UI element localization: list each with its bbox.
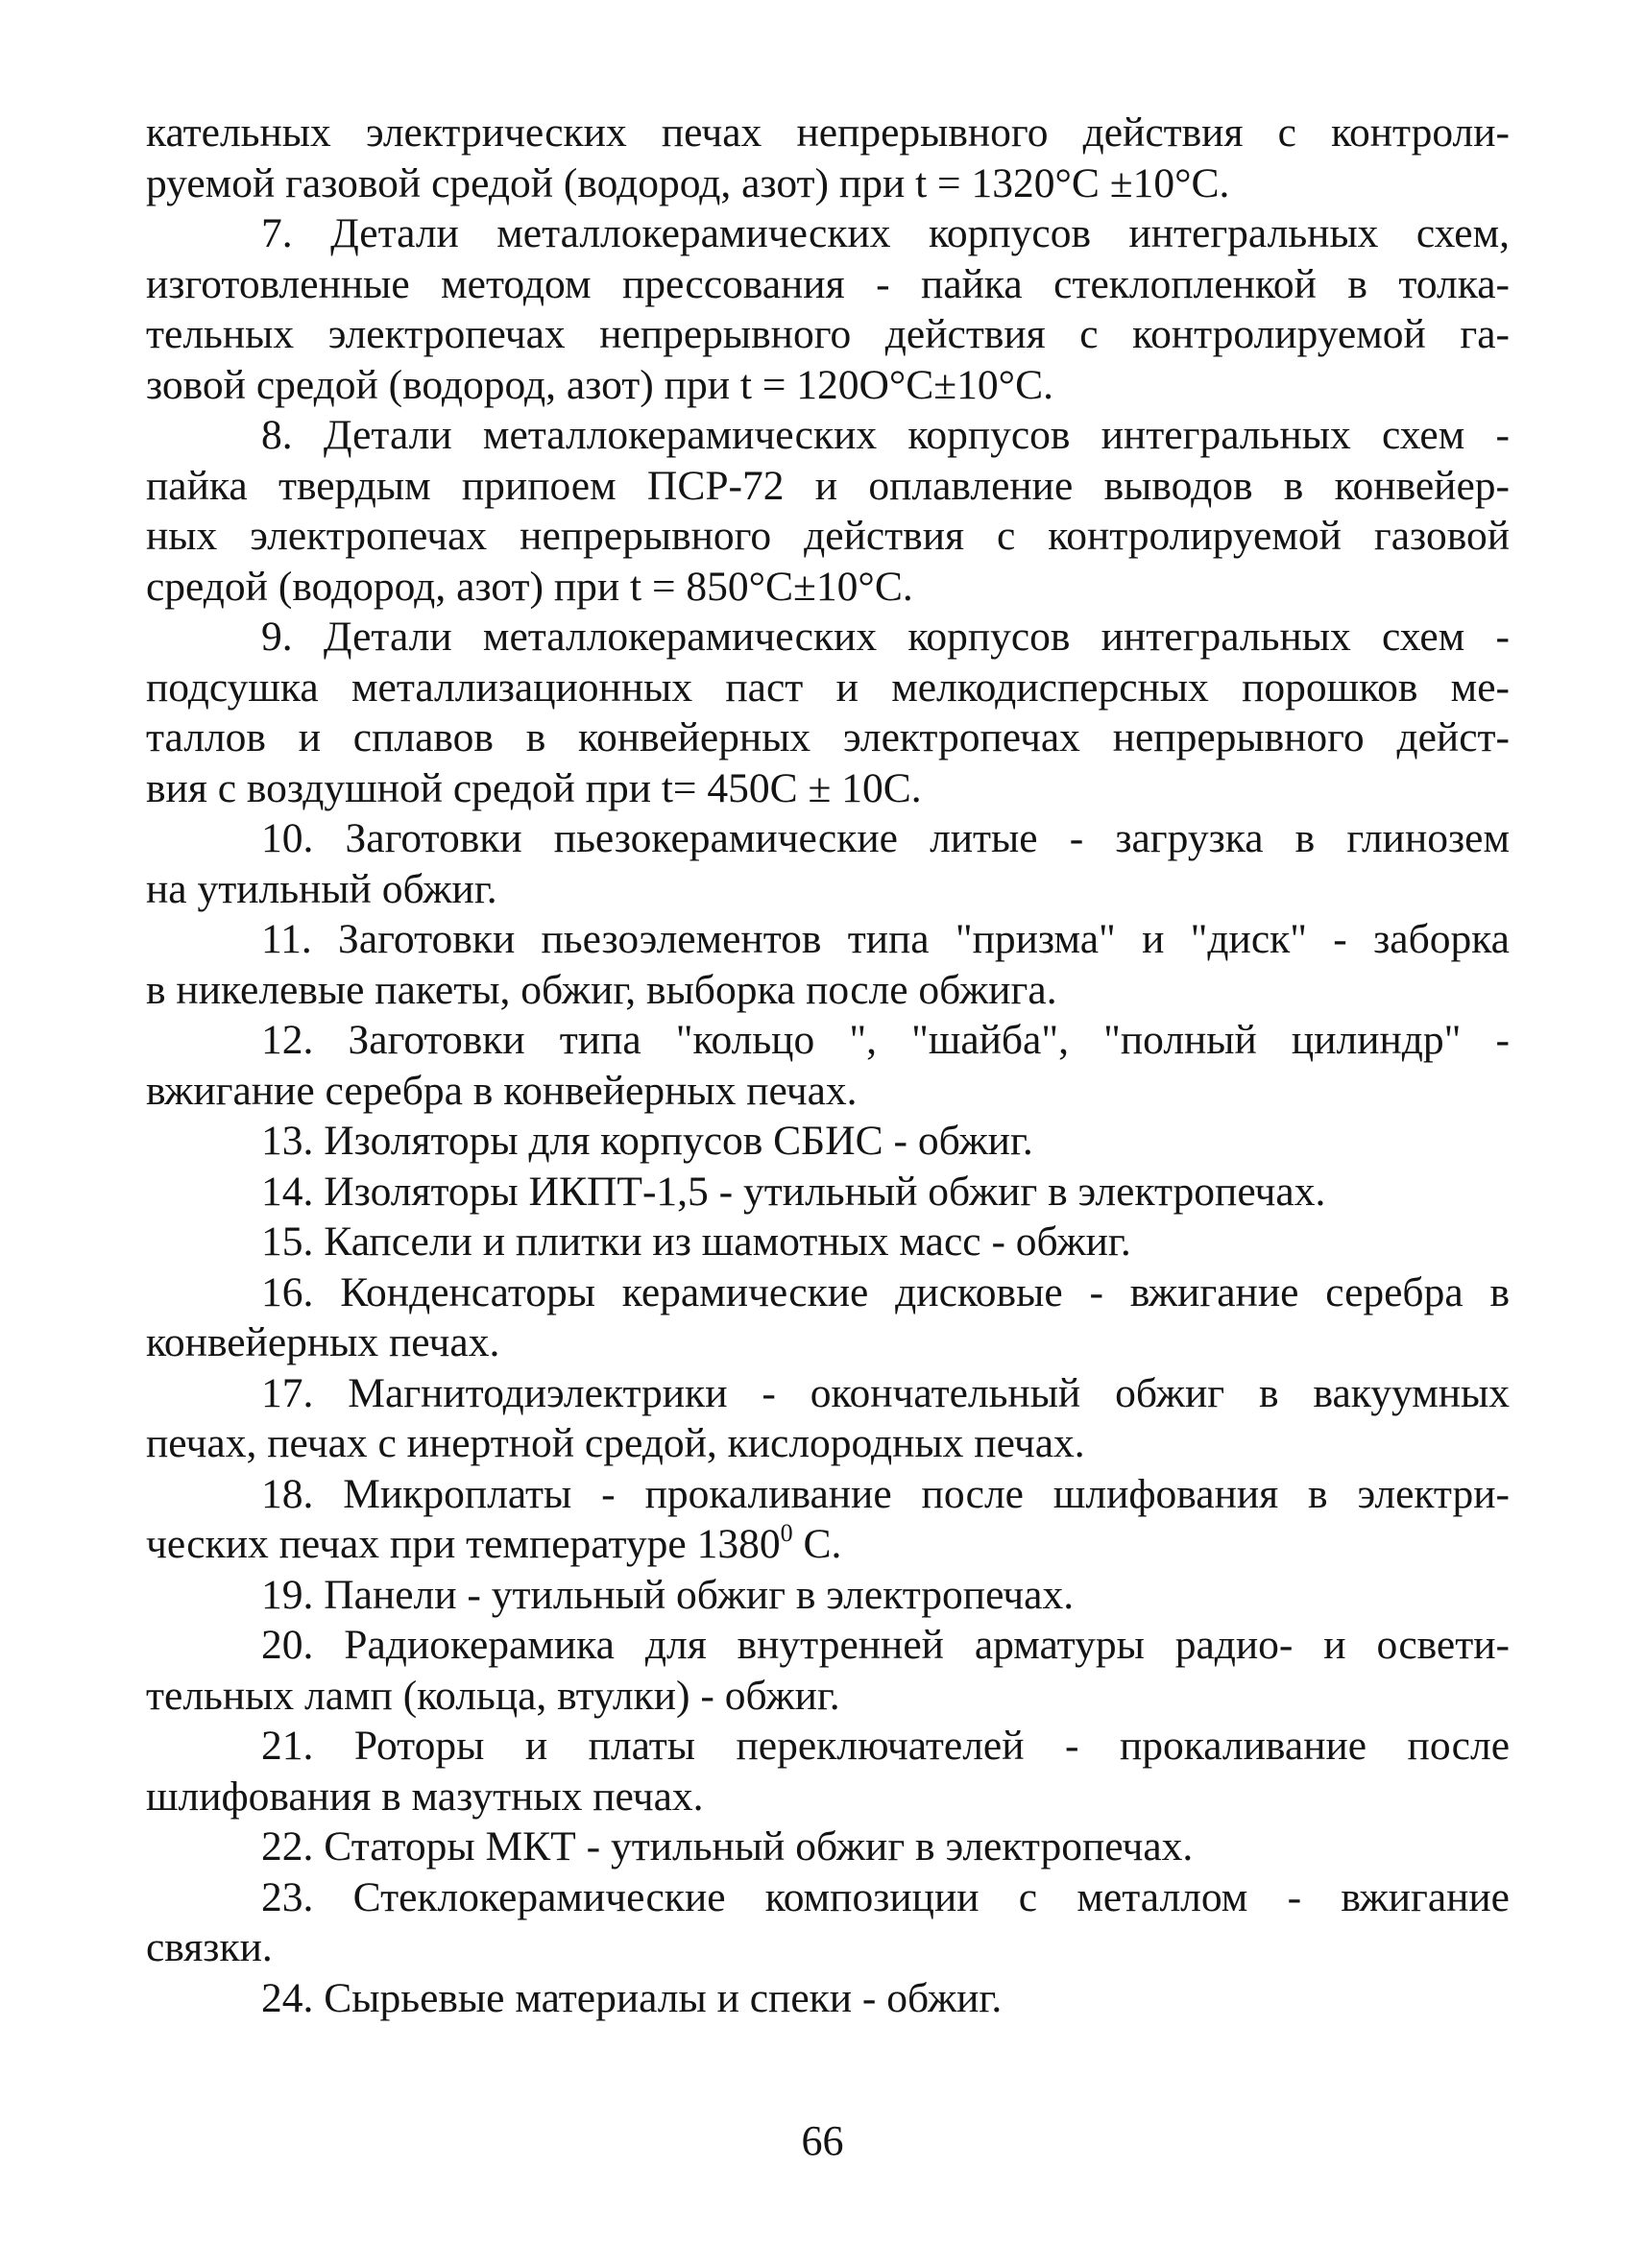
paragraph-p19 bbox=[146, 1570, 1510, 1621]
text-line: 10. Заготовки пьезокерамические литые - загрузка в глинозем bbox=[261, 815, 1510, 861]
text-line: 23. Стеклокерамические композиции с металлом - вжигание bbox=[261, 1873, 1510, 1920]
text-line: 16. Конденсаторы керамические дисковые - вжигание серебра в bbox=[261, 1268, 1510, 1315]
paragraph-p14 bbox=[146, 1167, 1510, 1218]
document-page bbox=[146, 108, 1510, 2023]
text-line: 17. Магнитодиэлектрики - окончательный обжиг в вакуумных bbox=[261, 1369, 1510, 1416]
text-line: печах, печах с инертной средой, кислородных печах. bbox=[146, 1420, 1085, 1466]
paragraph-p23 bbox=[146, 1872, 1510, 1973]
paragraph-p17 bbox=[146, 1368, 1510, 1469]
text-line: изготовленные методом прессования - пайка стеклопленкой в толка- bbox=[146, 260, 1510, 307]
text-line: конвейерных печах. bbox=[146, 1319, 500, 1365]
text-line: на утильный обжиг. bbox=[146, 865, 497, 912]
text-line: в никелевые пакеты, обжиг, выборка после обжига. bbox=[146, 966, 1057, 1013]
text-line: руемой газовой средой (водород, азот) при t = 1320°С ±10°С. bbox=[146, 159, 1230, 206]
text-line: 19. Панели - утильный обжиг в электропечах. bbox=[261, 1571, 1075, 1618]
text-line: кательных электрических печах непрерывного действия с контроли- bbox=[146, 109, 1510, 156]
text-line: вжигание серебра в конвейерных печах. bbox=[146, 1067, 858, 1114]
paragraph-p21 bbox=[146, 1721, 1510, 1822]
paragraph-p10 bbox=[146, 813, 1510, 914]
paragraph-p13 bbox=[146, 1116, 1510, 1167]
text-line: 15. Капсели и плитки из шамотных масс - обжиг. bbox=[261, 1218, 1131, 1265]
text-line: тельных ламп (кольца, втулки) - обжиг. bbox=[146, 1672, 840, 1719]
text-line: ческих печах при температуре 1380$^0$ С. bbox=[146, 1518, 842, 1567]
text-line: шлифования в мазутных печах. bbox=[146, 1773, 704, 1820]
text-line: средой (водород, азот) при t = 850°С±10°С. bbox=[146, 563, 913, 610]
text-line: 14. Изоляторы ИКПТ-1,5 - утильный обжиг в электропечах. bbox=[261, 1168, 1326, 1215]
text-line: связки. bbox=[146, 1924, 273, 1970]
paragraph-p16 bbox=[146, 1267, 1510, 1368]
text-line: 22. Статоры МКТ - утильный обжиг в электропечах. bbox=[261, 1823, 1194, 1870]
text-line: тельных электропечах непрерывного действия с контролируемой га- bbox=[146, 311, 1510, 357]
text-line: 9. Детали металлокерамических корпусов интегральных схем - bbox=[261, 614, 1510, 660]
document-body bbox=[146, 108, 1510, 2023]
superscript-degree: 0 bbox=[780, 1518, 793, 1547]
text-line: таллов и сплавов в конвейерных электропечах непрерывного дейст- bbox=[146, 714, 1510, 760]
paragraph-p0 bbox=[146, 108, 1510, 208]
paragraph-p12 bbox=[146, 1015, 1510, 1116]
text-line: зовой средой (водород, азот) при t = 120О°С±10°С. bbox=[146, 361, 1053, 408]
text-line: 20. Радиокерамика для внутренней арматуры радио- и освети- bbox=[261, 1622, 1510, 1668]
paragraph-p9 bbox=[146, 612, 1510, 813]
paragraph-p22 bbox=[146, 1822, 1510, 1872]
paragraph-p7 bbox=[146, 208, 1510, 410]
paragraph-p24 bbox=[146, 1973, 1510, 2024]
text-line: 8. Детали металлокерамических корпусов интегральных схем - bbox=[261, 412, 1510, 458]
text-line: 7. Детали металлокерамических корпусов интегральных схем, bbox=[261, 210, 1510, 256]
text-line: вия с воздушной средой при t= 450С ± 10С. bbox=[146, 764, 922, 811]
text-line: 12. Заготовки типа "кольцо ", "шайба", "полный цилиндр" - bbox=[261, 1017, 1510, 1063]
paragraph-p8 bbox=[146, 410, 1510, 612]
paragraph-p15 bbox=[146, 1217, 1510, 1267]
text-line: 21. Роторы и платы переключателей - прокаливание после bbox=[261, 1723, 1510, 1769]
text-line: пайка твердым припоем ПСР-72 и оплавление выводов в конвейер- bbox=[146, 462, 1510, 509]
paragraph-p11 bbox=[146, 914, 1510, 1015]
text-line: 18. Микроплаты - прокаливание после шлифования в электри- bbox=[261, 1470, 1510, 1517]
text-line: ных электропечах непрерывного действия с контролируемой газовой bbox=[146, 513, 1510, 559]
text-tail: С. bbox=[792, 1521, 842, 1567]
paragraph-p20 bbox=[146, 1620, 1510, 1721]
page-number: 66 bbox=[801, 2117, 844, 2164]
text-line: 11. Заготовки пьезоэлементов типа "призма" и "диск" - заборка bbox=[261, 916, 1510, 962]
text-line: 24. Сырьевые материалы и спеки - обжиг. bbox=[261, 1974, 1003, 2021]
text-line: подсушка металлизационных паст и мелкодисперсных порошков ме- bbox=[146, 664, 1510, 711]
text-line: 13. Изоляторы для корпусов СБИС - обжиг. bbox=[261, 1118, 1033, 1164]
paragraph-p18 bbox=[146, 1469, 1510, 1570]
